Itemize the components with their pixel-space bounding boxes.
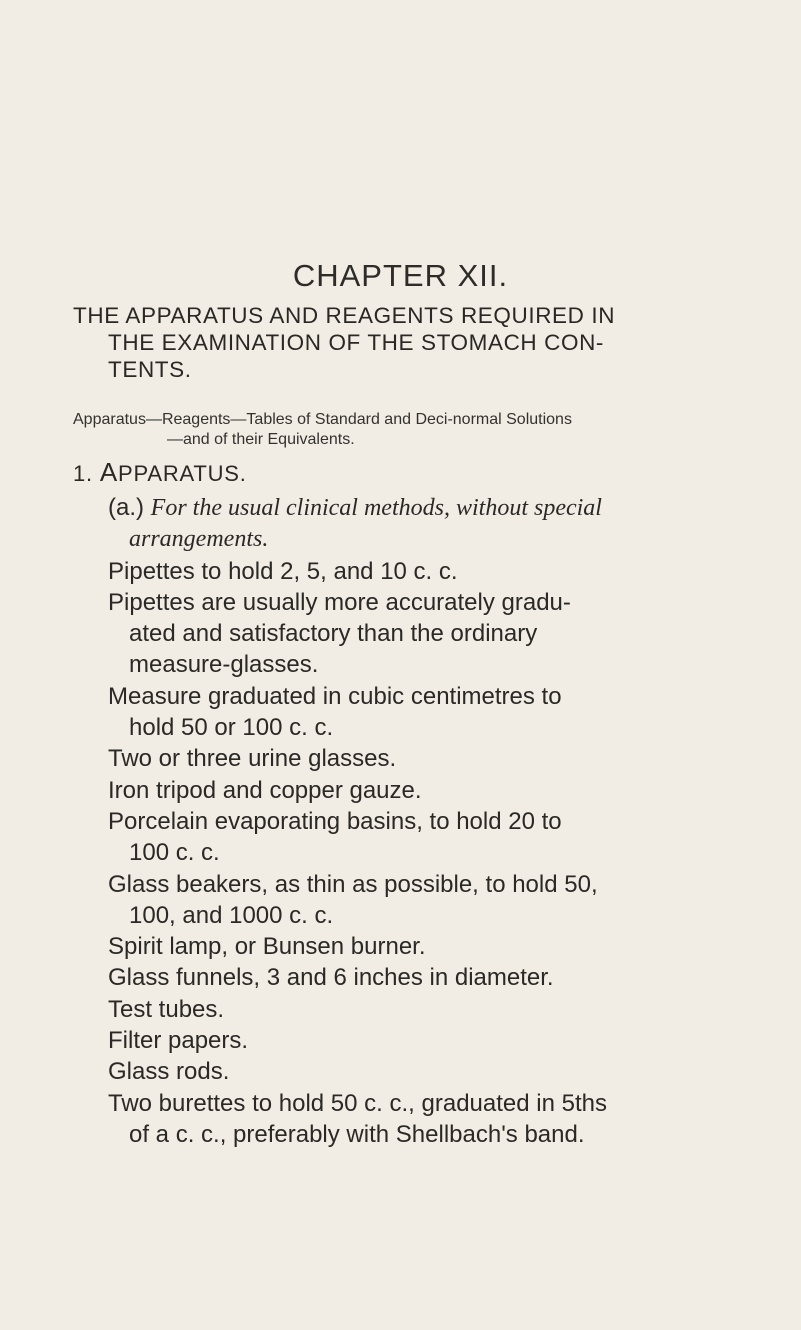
list-item: Test tubes. — [108, 995, 225, 1023]
list-item: Pipettes are usually more accurately gradu- — [108, 588, 571, 616]
list-item: Iron tripod and copper gauze. — [108, 776, 422, 804]
list-item: Pipettes to hold 2, 5, and 10 c. c. — [108, 557, 458, 585]
list-item: Two or three urine glasses. — [108, 745, 397, 773]
apparatus-list — [108, 492, 768, 1150]
subsection-label: (a.) — [108, 494, 144, 521]
list-item: Glass funnels, 3 and 6 inches in diameter. — [108, 964, 554, 992]
list-item: Two burettes to hold 50 c. c., graduated in 5ths — [108, 1089, 607, 1117]
list-item-continuation: 100, and 1000 c. c. — [129, 901, 334, 929]
list-item: Filter papers. — [108, 1027, 249, 1055]
list-item: Porcelain evaporating basins, to hold 20 to — [108, 807, 562, 835]
list-item: Glass rods. — [108, 1058, 230, 1086]
heading-line-1: THE APPARATUS AND REAGENTS REQUIRED IN — [73, 303, 616, 328]
chapter-title: CHAPTER XII. — [292, 258, 509, 293]
list-item: Glass beakers, as thin as possible, to hold 50, — [108, 870, 598, 898]
list-item: Measure graduated in cubic centimetres to — [108, 682, 562, 710]
list-item-continuation: ated and satisfactory than the ordinary — [129, 620, 538, 648]
list-item-continuation: hold 50 or 100 c. c. — [129, 714, 334, 742]
section-heading — [73, 457, 247, 488]
chapter-summary — [73, 410, 753, 450]
section-number: 1. — [73, 461, 93, 486]
list-item-continuation: 100 c. c. — [129, 839, 220, 867]
list-item: Spirit lamp, or Bunsen burner. — [108, 933, 426, 961]
chapter-heading — [73, 302, 753, 383]
section-title-rest: PPARATUS. — [118, 461, 247, 486]
subsection-title — [108, 492, 768, 524]
summary-line-1: Apparatus—Reagents—Tables of Standard and Deci-normal Solutions — [73, 411, 572, 428]
subsection-title-line-2: arrangements. — [129, 526, 269, 553]
section-title-initial: A — [99, 457, 119, 487]
list-item-continuation: of a c. c., preferably with Shellbach's band. — [129, 1120, 585, 1148]
summary-line-2: —and of their Equivalents. — [167, 431, 355, 448]
heading-line-3: TENTS. — [108, 357, 192, 382]
list-item-continuation: measure-glasses. — [129, 651, 319, 679]
subsection-title-line-1: For the usual clinical methods, without special — [150, 495, 602, 521]
heading-line-2: THE EXAMINATION OF THE STOMACH CON- — [108, 330, 605, 355]
